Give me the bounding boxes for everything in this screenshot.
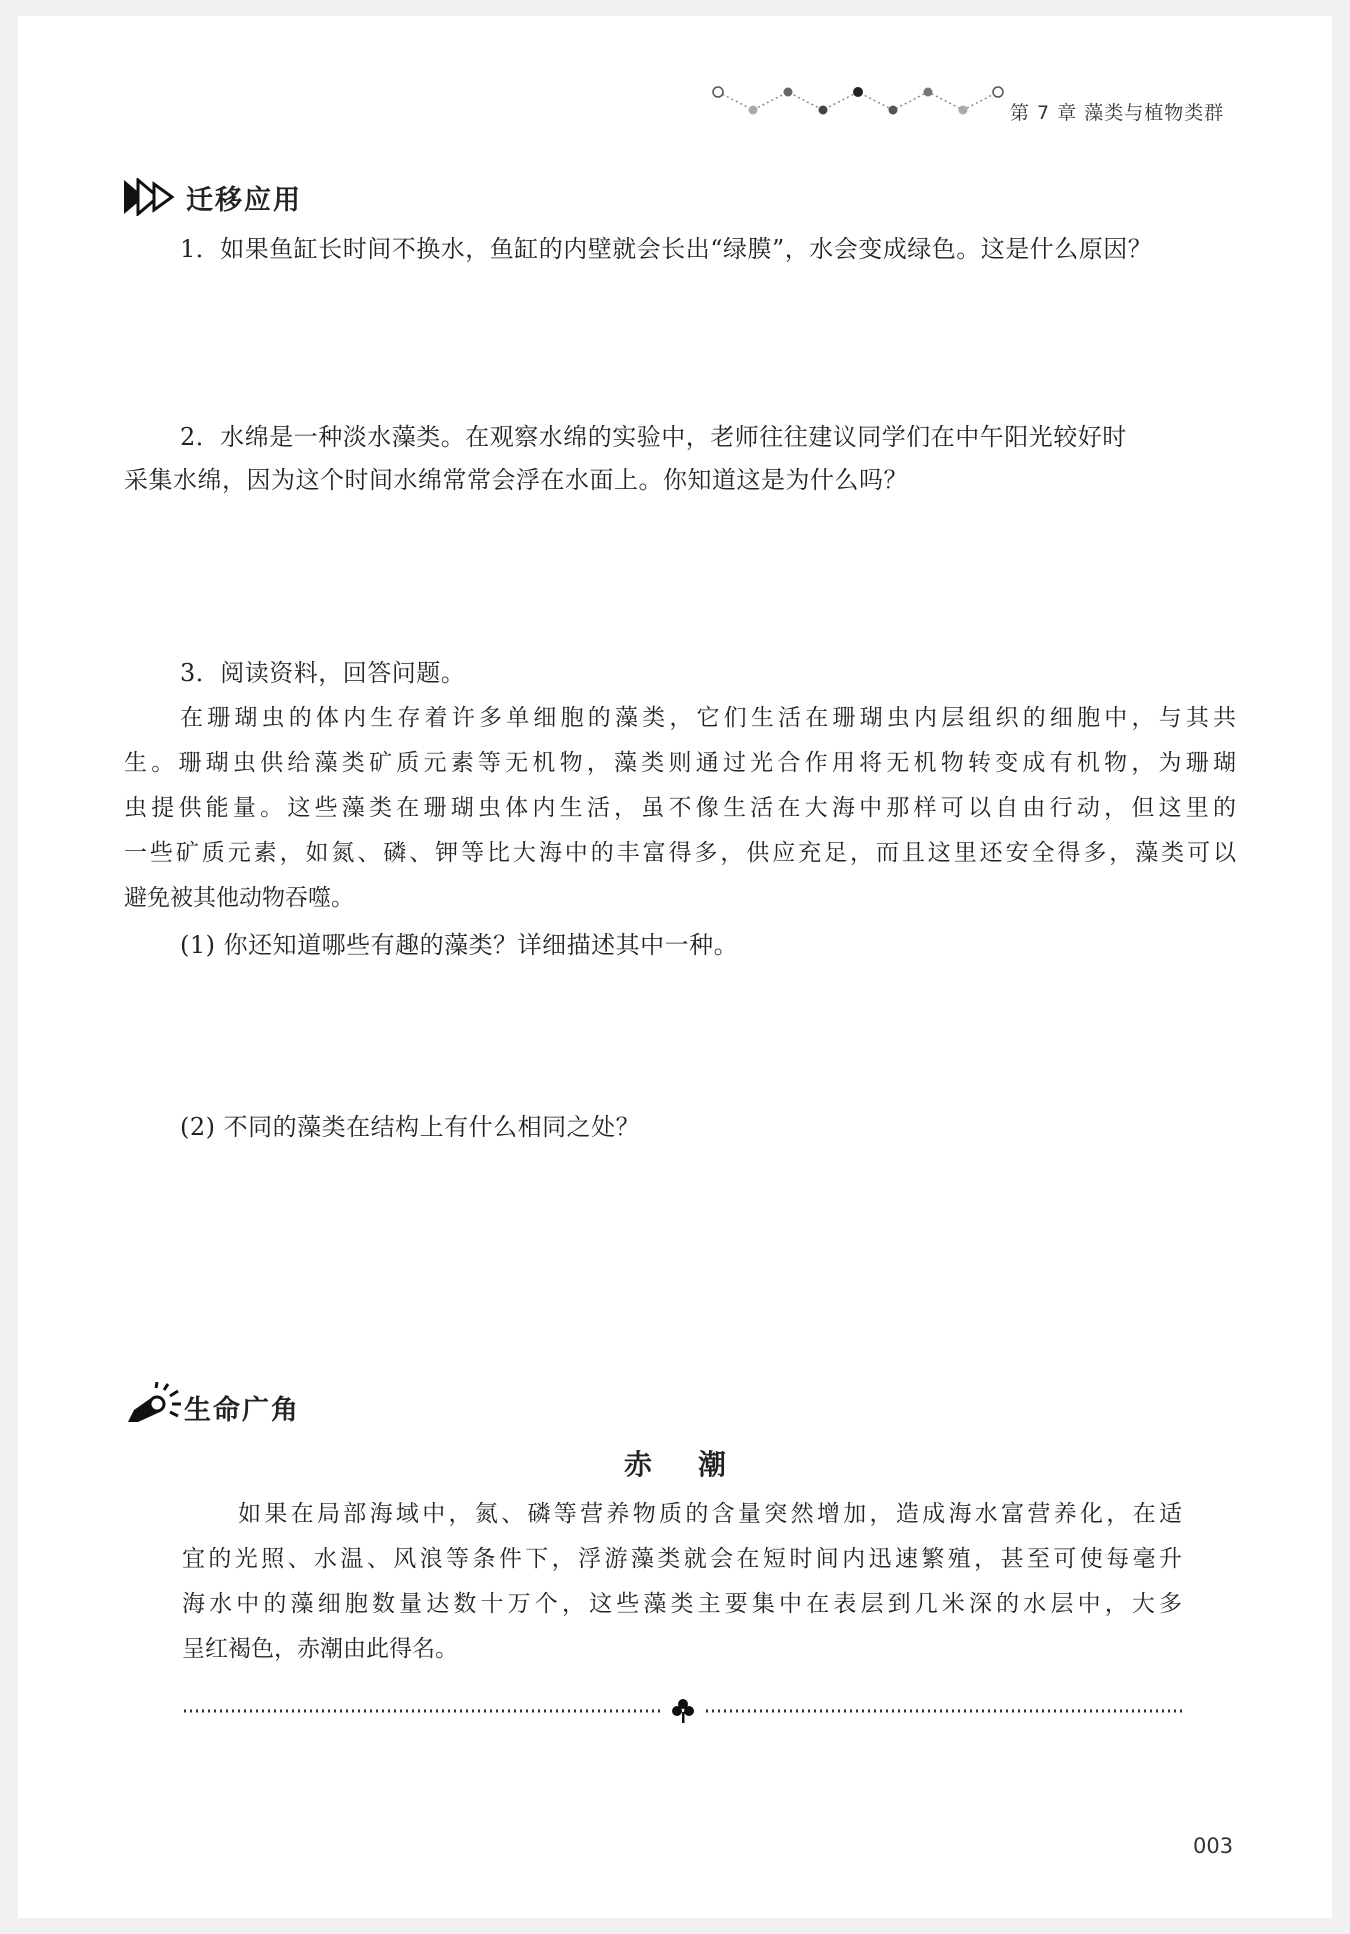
section-title-life-corner: 生命广角 — [184, 1395, 300, 1426]
question-2-line-2: 采集水绵，因为这个时间水绵常常会浮在水面上。你知道这是为什么吗？ — [124, 466, 908, 494]
reading-line: 在珊瑚虫的体内生存着许多单细胞的藻类，它们生活在珊瑚虫内层组织的细胞中，与其共 — [180, 705, 1236, 731]
page-number: 003 — [1193, 1834, 1234, 1858]
sub-question-1: (1) 你还知道哪些有趣的藻类？详细描述其中一种。 — [180, 931, 739, 959]
reading-line: 生。珊瑚虫供给藻类矿质元素等无机物，藻类则通过光合作用将无机物转变成有机物，为珊瑚 — [124, 750, 1236, 776]
article-line: 呈红褐色，赤潮由此得名。 — [182, 1636, 458, 1662]
reading-line: 避免被其他动物吞噬。 — [124, 885, 354, 911]
article-line: 海水中的藻细胞数量达数十万个，这些藻类主要集中在表层到几米深的水层中，大多 — [182, 1591, 1182, 1617]
article-paragraph — [182, 1492, 1182, 1672]
article-line: 如果在局部海域中，氮、磷等营养物质的含量突然增加，造成海水富营养化，在适 — [238, 1501, 1182, 1527]
reading-line: 虫提供能量。这些藻类在珊瑚虫体内生活，虽不像生活在大海中那样可以自由行动，但这里的 — [124, 795, 1236, 821]
reading-line: 一些矿质元素，如氮、磷、钾等比大海中的丰富得多，供应充足，而且这里还安全得多，藻类可以 — [124, 840, 1236, 866]
header-dots-decoration — [708, 82, 1008, 122]
megaphone-icon — [124, 1382, 184, 1428]
sub-question-2: (2) 不同的藻类在结构上有什么相同之处？ — [180, 1113, 641, 1141]
section-title-transfer-application: 迁移应用 — [186, 185, 302, 216]
clover-icon — [672, 1699, 694, 1723]
page — [18, 16, 1332, 1918]
article-line: 宜的光照、水温、风浪等条件下，浮游藻类就会在短时间内迅速繁殖，甚至可使每毫升 — [182, 1546, 1182, 1572]
reading-passage — [124, 696, 1236, 921]
question-3: 3．阅读资料，回答问题。 — [180, 659, 466, 687]
dotted-divider — [182, 1696, 1184, 1726]
article-title: 赤潮 — [623, 1448, 772, 1481]
fast-forward-icon — [122, 178, 182, 216]
question-2-line-1: 2．水绵是一种淡水藻类。在观察水绵的实验中，老师往往建议同学们在中午阳光较好时 — [180, 423, 1127, 451]
question-1: 1．如果鱼缸长时间不换水，鱼缸的内壁就会长出“绿膜”，水会变成绿色。这是什么原因？ — [180, 235, 1153, 263]
chapter-title: 第 7 章 藻类与植物类群 — [1010, 102, 1225, 124]
